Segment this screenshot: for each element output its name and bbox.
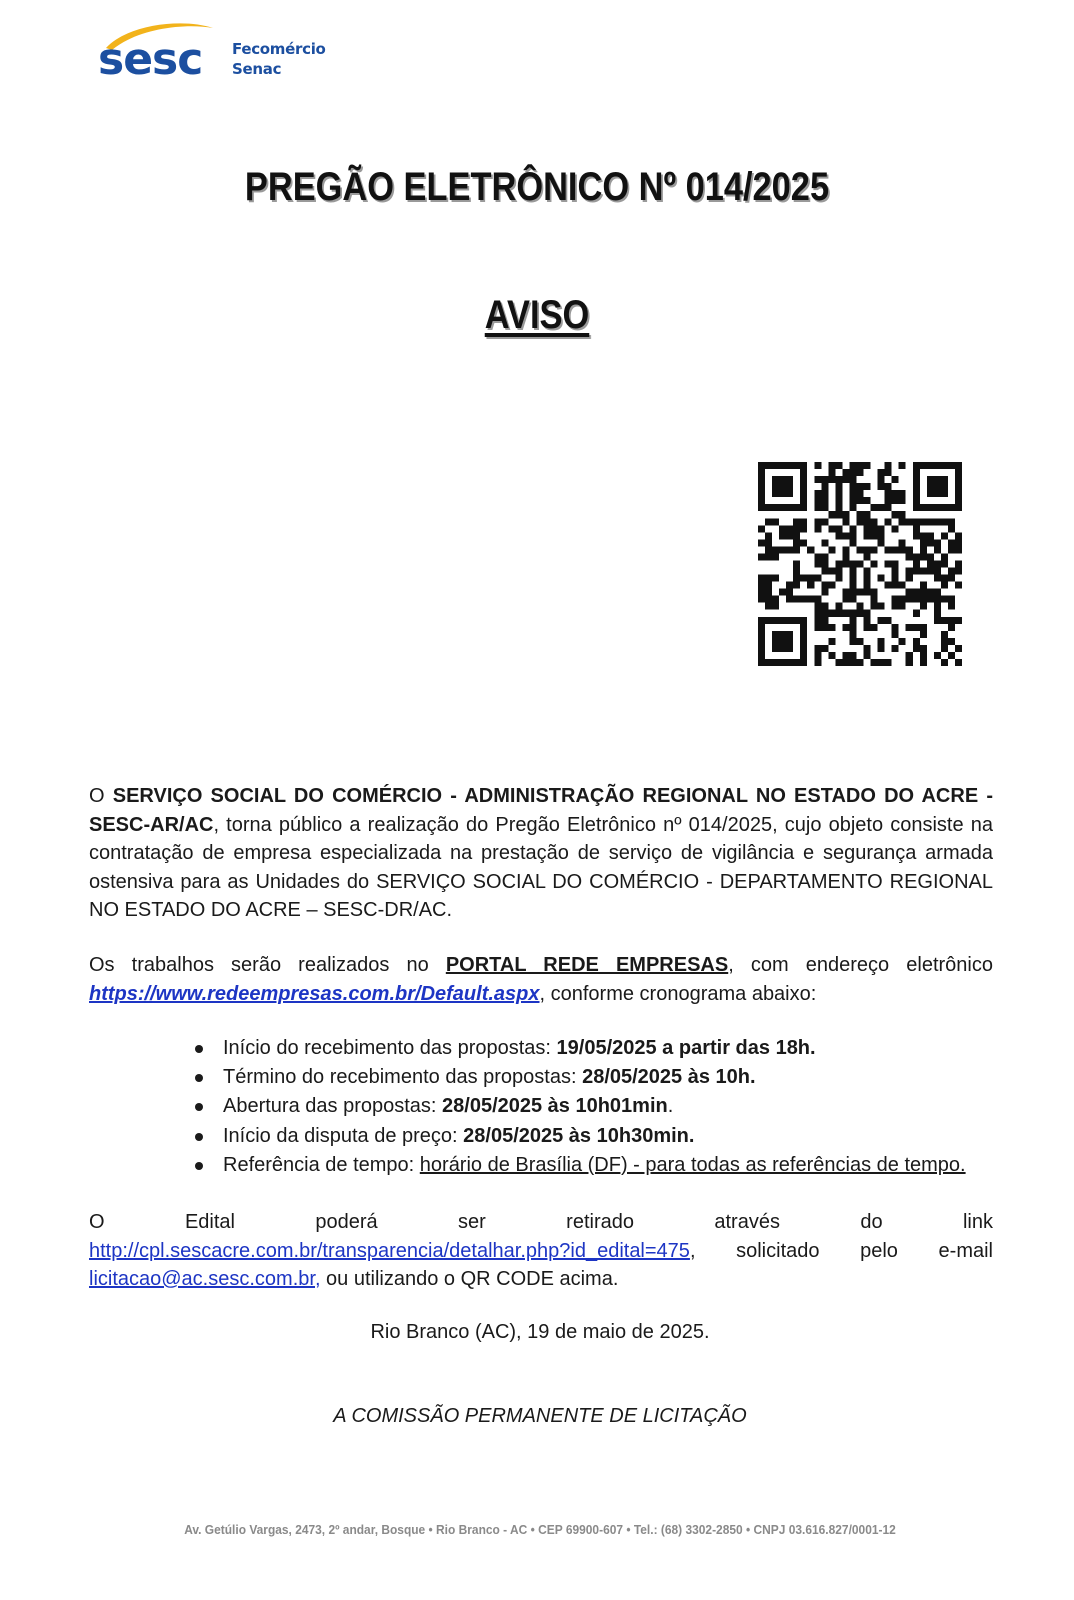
schedule-label: Início do recebimento das propostas: xyxy=(223,1037,557,1059)
logo-senac-text: Senac xyxy=(232,60,282,78)
intro-prefix: O xyxy=(89,785,113,807)
word: do xyxy=(860,1211,883,1233)
logo-sesc-text: sesc xyxy=(98,34,203,85)
organization-name: SERVIÇO SOCIAL DO COMÉRCIO - ADMINISTRAÇÃO REGIONAL NO ESTADO DO ACRE - SESC-AR/AC xyxy=(89,785,993,836)
email-link[interactable]: licitacao@ac.sesc.com.br, xyxy=(89,1268,321,1290)
document-subtitle: AVISO xyxy=(484,293,590,337)
edital-suffix: ou utilizando o QR CODE acima. xyxy=(320,1268,619,1290)
schedule-list xyxy=(195,1034,995,1180)
place-date: Rio Branco (AC), 19 de maio de 2025. xyxy=(370,1321,710,1343)
schedule-value: 19/05/2025 a partir das 18h. xyxy=(556,1037,816,1059)
time-reference-label: Referência de tempo: xyxy=(223,1153,420,1176)
intro-text: , torna público a realização do Pregão Eletrônico nº 014/2025, cujo objeto consiste na contratação de empresa especializada na prestação de serviço de vigilância e segurança armada ostensiva para as Unidades do SERVIÇO SOCIAL DO COMÉRCIO - DEPARTAMENTO REGIONAL NO ESTADO DO ACRE – SESC-DR/AC. xyxy=(89,813,993,921)
word: e-mail xyxy=(938,1239,993,1262)
portal-link[interactable]: https://www.redeempresas.com.br/Default.aspx xyxy=(89,982,540,1005)
edital-paragraph xyxy=(89,1208,993,1294)
schedule-label: Término do recebimento das propostas: xyxy=(223,1066,583,1089)
list-item xyxy=(195,1063,995,1092)
footer-address: Av. Getúlio Vargas, 2473, 2º andar, Bosque • Rio Branco - AC • CEP 69900-607 • Tel.: (68) 3302-2850 • CNPJ 03.616.827/0001-12 xyxy=(184,1522,896,1537)
bullet-icon xyxy=(195,1045,203,1053)
list-item xyxy=(195,1122,995,1151)
schedule-value: 28/05/2025 às 10h. xyxy=(582,1066,756,1089)
list-item xyxy=(195,1151,995,1180)
intro-paragraph xyxy=(89,782,993,925)
qr-code-icon[interactable] xyxy=(758,462,962,666)
signature: A COMISSÃO PERMANENTE DE LICITAÇÃO xyxy=(333,1405,747,1427)
bullet-icon xyxy=(195,1133,203,1141)
bullet-icon xyxy=(195,1074,203,1082)
word: ser xyxy=(458,1211,486,1233)
word: O xyxy=(89,1211,105,1233)
schedule-value: 28/05/2025 às 10h01min xyxy=(442,1095,668,1118)
portal-name: PORTAL REDE EMPRESAS xyxy=(445,954,729,976)
schedule-label: Início da disputa de preço: xyxy=(223,1124,464,1147)
word: solicitado xyxy=(736,1239,820,1262)
word: através xyxy=(714,1211,780,1233)
word: Edital xyxy=(184,1211,235,1233)
schedule-value: 28/05/2025 às 10h30min. xyxy=(463,1124,695,1147)
edital-line-3 xyxy=(89,1265,993,1294)
document-title: PREGÃO ELETRÔNICO Nº 014/2025 xyxy=(244,165,830,209)
schedule-label: Abertura das propostas: xyxy=(223,1095,443,1118)
logo-fecomercio-text: Fecomércio xyxy=(232,40,326,58)
word: retirado xyxy=(566,1211,634,1233)
portal-prefix: Os trabalhos serão realizados no xyxy=(89,954,446,976)
word: link xyxy=(962,1211,993,1233)
time-reference-value: horário de Brasília (DF) - para todas as referências de tempo. xyxy=(419,1153,966,1176)
bullet-icon xyxy=(195,1103,203,1111)
word: pelo xyxy=(860,1239,898,1262)
edital-link[interactable]: http://cpl.sescacre.com.br/transparencia/detalhar.php?id_edital=475 xyxy=(89,1239,690,1262)
portal-mid: , com endereço eletrônico xyxy=(728,954,993,976)
list-item xyxy=(195,1034,995,1063)
edital-line-1 xyxy=(89,1208,993,1237)
list-item xyxy=(195,1092,995,1121)
word: poderá xyxy=(315,1211,378,1233)
sesc-logo xyxy=(98,18,358,88)
schedule-tail: . xyxy=(667,1095,674,1118)
portal-paragraph xyxy=(89,951,993,1008)
portal-suffix: , conforme cronograma abaixo: xyxy=(539,982,817,1005)
bullet-icon xyxy=(195,1162,203,1170)
edital-line-2: http://cpl.sescacre.com.br/transparencia/detalhar.php?id_edital=475, solicitado pelo e-mail xyxy=(89,1237,993,1266)
